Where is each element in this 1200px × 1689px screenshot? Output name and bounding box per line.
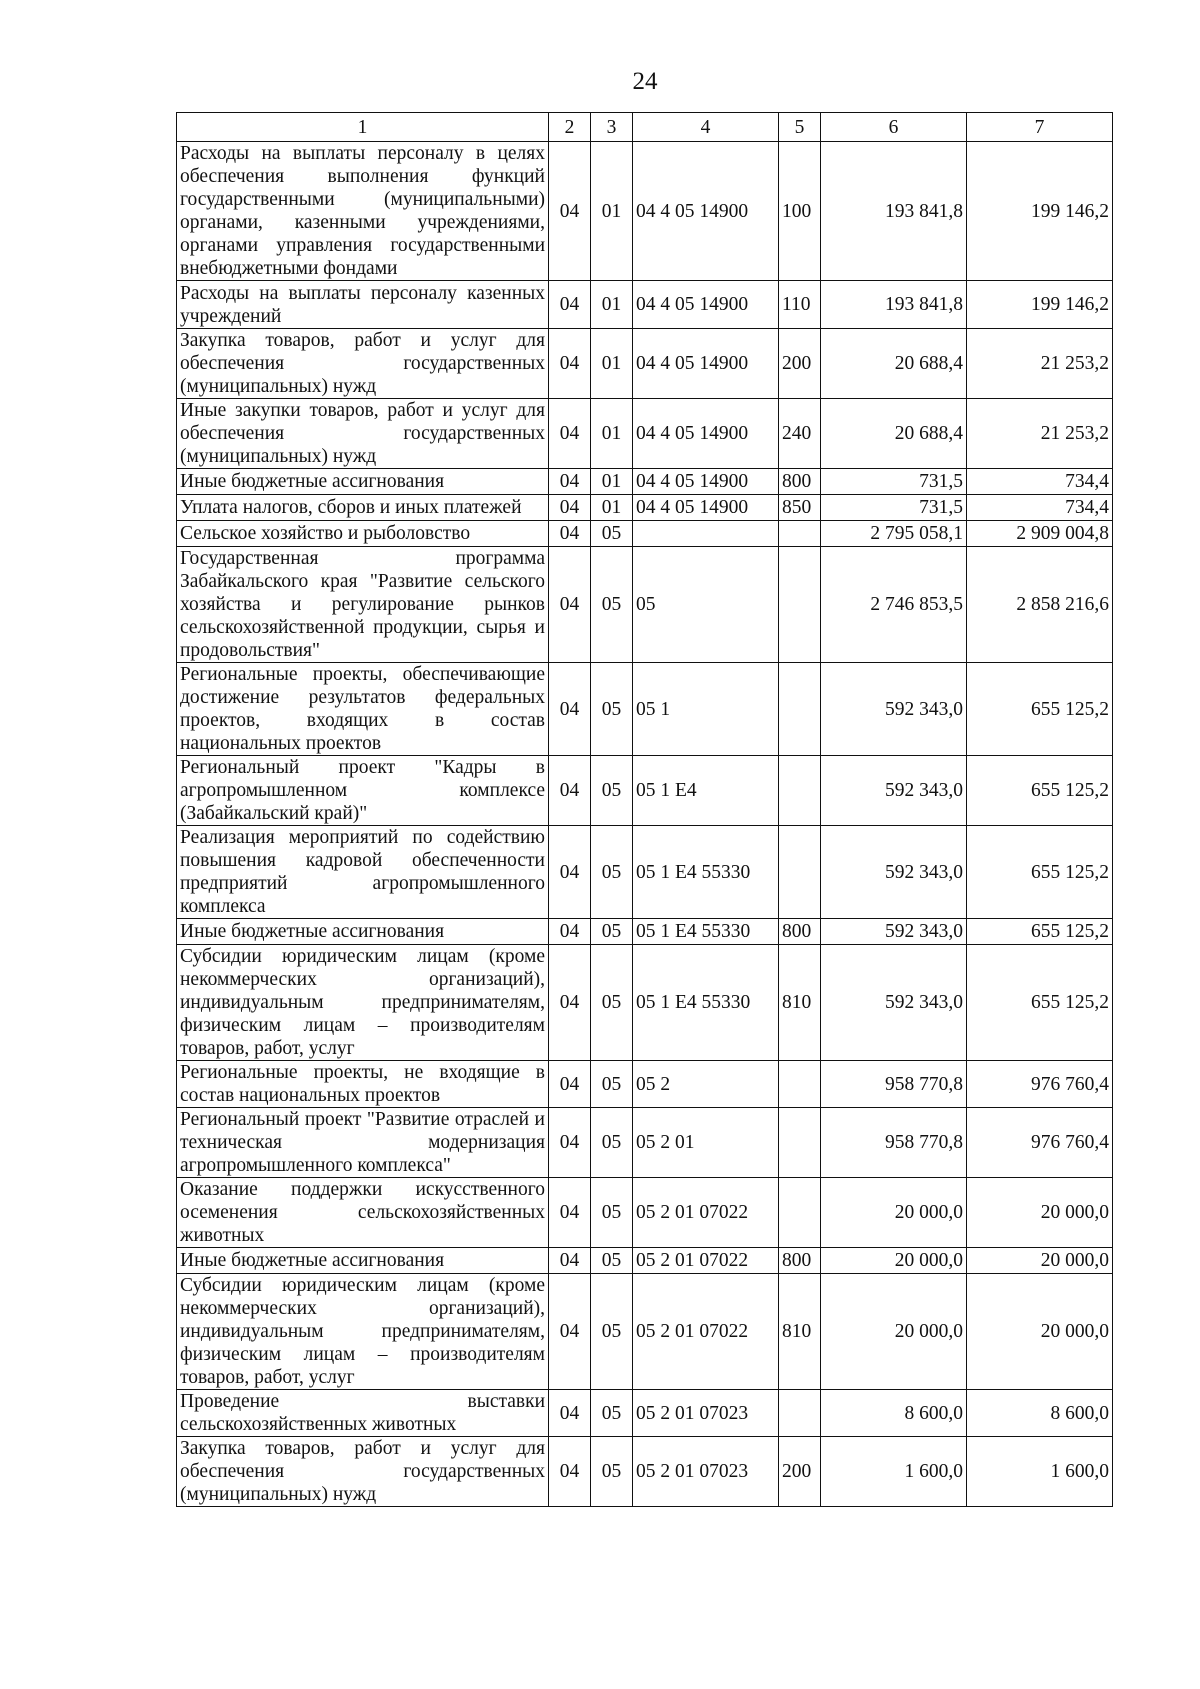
table-row (177, 663, 1113, 756)
section-code: 04 (549, 1390, 591, 1437)
row-description: Субсидии юридическим лицам (кроме некоммерческих организаций), индивидуальным предпринимателям, физическим лицам – производителям товаров, работ, услуг (177, 945, 549, 1061)
table-row (177, 1061, 1113, 1108)
amount-year-1: 20 688,4 (821, 329, 967, 399)
subsection-code: 05 (591, 919, 633, 945)
amount-year-2: 20 000,0 (967, 1248, 1113, 1274)
target-article-code: 05 2 01 (633, 1108, 779, 1178)
table-body (177, 142, 1113, 1507)
table-row (177, 1108, 1113, 1178)
expense-type-code: 800 (779, 919, 821, 945)
subsection-code: 01 (591, 399, 633, 469)
amount-year-2: 976 760,4 (967, 1061, 1113, 1108)
target-article-code: 05 1 E4 (633, 756, 779, 826)
expense-type-code: 800 (779, 469, 821, 495)
amount-year-2: 199 146,2 (967, 142, 1113, 281)
table-row (177, 281, 1113, 329)
row-description: Закупка товаров, работ и услуг для обеспечения государственных (муниципальных) нужд (177, 329, 549, 399)
header-cell-5: 5 (779, 113, 821, 142)
subsection-code: 01 (591, 142, 633, 281)
amount-year-2: 2 858 216,6 (967, 547, 1113, 663)
expense-type-code (779, 1108, 821, 1178)
target-article-code: 05 2 01 07022 (633, 1248, 779, 1274)
expense-type-code (779, 826, 821, 919)
header-cell-1: 1 (177, 113, 549, 142)
expense-type-code: 110 (779, 281, 821, 329)
amount-year-2: 8 600,0 (967, 1390, 1113, 1437)
section-code: 04 (549, 1061, 591, 1108)
expense-type-code: 810 (779, 1274, 821, 1390)
amount-year-1: 193 841,8 (821, 281, 967, 329)
subsection-code: 05 (591, 1390, 633, 1437)
section-code: 04 (549, 1274, 591, 1390)
table-row (177, 1248, 1113, 1274)
target-article-code: 05 2 01 07022 (633, 1178, 779, 1248)
row-description: Иные бюджетные ассигнования (177, 919, 549, 945)
table-row (177, 1437, 1113, 1507)
amount-year-1: 2 746 853,5 (821, 547, 967, 663)
section-code: 04 (549, 329, 591, 399)
target-article-code: 05 (633, 547, 779, 663)
expense-type-code (779, 547, 821, 663)
amount-year-2: 655 125,2 (967, 756, 1113, 826)
section-code: 04 (549, 547, 591, 663)
section-code: 04 (549, 1437, 591, 1507)
row-description: Региональные проекты, не входящие в состав национальных проектов (177, 1061, 549, 1108)
table-row (177, 142, 1113, 281)
section-code: 04 (549, 826, 591, 919)
subsection-code: 01 (591, 495, 633, 521)
expense-type-code (779, 1178, 821, 1248)
row-description: Реализация мероприятий по содействию повышения кадровой обеспеченности предприятий агропромышленного комплекса (177, 826, 549, 919)
row-description: Расходы на выплаты персоналу казенных учреждений (177, 281, 549, 329)
amount-year-2: 21 253,2 (967, 329, 1113, 399)
header-cell-6: 6 (821, 113, 967, 142)
budget-table (176, 112, 1113, 1507)
subsection-code: 05 (591, 1108, 633, 1178)
subsection-code: 05 (591, 1178, 633, 1248)
target-article-code (633, 521, 779, 547)
subsection-code: 01 (591, 469, 633, 495)
amount-year-1: 592 343,0 (821, 919, 967, 945)
amount-year-1: 731,5 (821, 469, 967, 495)
header-cell-2: 2 (549, 113, 591, 142)
expense-type-code (779, 663, 821, 756)
subsection-code: 05 (591, 1248, 633, 1274)
section-code: 04 (549, 142, 591, 281)
table-row (177, 756, 1113, 826)
row-description: Государственная программа Забайкальского края "Развитие сельского хозяйства и регулирование рынков сельскохозяйственной продукции, сырья и продовольствия" (177, 547, 549, 663)
row-description: Расходы на выплаты персоналу в целях обеспечения выполнения функций государственными (муниципальными) органами, казенными учреждениями, органами управления государственными внебюджетными фондами (177, 142, 549, 281)
amount-year-2: 655 125,2 (967, 919, 1113, 945)
row-description: Проведение выставки сельскохозяйственных животных (177, 1390, 549, 1437)
subsection-code: 05 (591, 1437, 633, 1507)
table-row (177, 919, 1113, 945)
expense-type-code: 240 (779, 399, 821, 469)
expense-type-code (779, 1061, 821, 1108)
row-description: Иные бюджетные ассигнования (177, 469, 549, 495)
row-description: Иные бюджетные ассигнования (177, 1248, 549, 1274)
amount-year-1: 20 000,0 (821, 1248, 967, 1274)
table-row (177, 826, 1113, 919)
subsection-code: 05 (591, 1061, 633, 1108)
expense-type-code (779, 1390, 821, 1437)
target-article-code: 04 4 05 14900 (633, 142, 779, 281)
amount-year-2: 21 253,2 (967, 399, 1113, 469)
expense-type-code: 800 (779, 1248, 821, 1274)
table-row (177, 399, 1113, 469)
target-article-code: 05 1 (633, 663, 779, 756)
row-description: Субсидии юридическим лицам (кроме некоммерческих организаций), индивидуальным предпринимателям, физическим лицам – производителям товаров, работ, услуг (177, 1274, 549, 1390)
expense-type-code: 100 (779, 142, 821, 281)
subsection-code: 05 (591, 826, 633, 919)
amount-year-2: 199 146,2 (967, 281, 1113, 329)
target-article-code: 05 1 E4 55330 (633, 919, 779, 945)
expense-type-code: 200 (779, 1437, 821, 1507)
amount-year-2: 976 760,4 (967, 1108, 1113, 1178)
amount-year-2: 655 125,2 (967, 945, 1113, 1061)
amount-year-2: 1 600,0 (967, 1437, 1113, 1507)
subsection-code: 05 (591, 945, 633, 1061)
amount-year-1: 20 000,0 (821, 1178, 967, 1248)
table-row (177, 495, 1113, 521)
row-description: Уплата налогов, сборов и иных платежей (177, 495, 549, 521)
target-article-code: 04 4 05 14900 (633, 469, 779, 495)
section-code: 04 (549, 281, 591, 329)
amount-year-1: 2 795 058,1 (821, 521, 967, 547)
amount-year-1: 20 688,4 (821, 399, 967, 469)
amount-year-1: 592 343,0 (821, 663, 967, 756)
table-row (177, 469, 1113, 495)
table-row (177, 945, 1113, 1061)
expense-type-code: 200 (779, 329, 821, 399)
section-code: 04 (549, 399, 591, 469)
section-code: 04 (549, 1178, 591, 1248)
target-article-code: 05 1 E4 55330 (633, 945, 779, 1061)
amount-year-2: 655 125,2 (967, 663, 1113, 756)
subsection-code: 05 (591, 756, 633, 826)
header-cell-7: 7 (967, 113, 1113, 142)
table-row (177, 1274, 1113, 1390)
section-code: 04 (549, 1248, 591, 1274)
row-description: Оказание поддержки искусственного осеменения сельскохозяйственных животных (177, 1178, 549, 1248)
amount-year-2: 20 000,0 (967, 1178, 1113, 1248)
row-description: Региональные проекты, обеспечивающие достижение результатов федеральных проектов, входящих в состав национальных проектов (177, 663, 549, 756)
amount-year-2: 2 909 004,8 (967, 521, 1113, 547)
section-code: 04 (549, 945, 591, 1061)
target-article-code: 04 4 05 14900 (633, 495, 779, 521)
amount-year-1: 193 841,8 (821, 142, 967, 281)
amount-year-1: 8 600,0 (821, 1390, 967, 1437)
section-code: 04 (549, 663, 591, 756)
target-article-code: 05 2 01 07022 (633, 1274, 779, 1390)
header-row (177, 113, 1113, 142)
amount-year-1: 20 000,0 (821, 1274, 967, 1390)
amount-year-1: 958 770,8 (821, 1108, 967, 1178)
expense-type-code (779, 521, 821, 547)
subsection-code: 05 (591, 1274, 633, 1390)
row-description: Иные закупки товаров, работ и услуг для обеспечения государственных (муниципальных) нужд (177, 399, 549, 469)
page-number: 24 (632, 68, 658, 95)
section-code: 04 (549, 756, 591, 826)
amount-year-1: 592 343,0 (821, 756, 967, 826)
header-cell-3: 3 (591, 113, 633, 142)
target-article-code: 04 4 05 14900 (633, 281, 779, 329)
table-row (177, 329, 1113, 399)
header-cell-4: 4 (633, 113, 779, 142)
row-description: Закупка товаров, работ и услуг для обеспечения государственных (муниципальных) нужд (177, 1437, 549, 1507)
amount-year-2: 734,4 (967, 469, 1113, 495)
table-row (177, 1178, 1113, 1248)
amount-year-2: 20 000,0 (967, 1274, 1113, 1390)
subsection-code: 01 (591, 281, 633, 329)
amount-year-1: 958 770,8 (821, 1061, 967, 1108)
target-article-code: 05 1 E4 55330 (633, 826, 779, 919)
section-code: 04 (549, 469, 591, 495)
amount-year-2: 734,4 (967, 495, 1113, 521)
amount-year-1: 731,5 (821, 495, 967, 521)
target-article-code: 04 4 05 14900 (633, 399, 779, 469)
expense-type-code (779, 756, 821, 826)
subsection-code: 05 (591, 547, 633, 663)
amount-year-1: 1 600,0 (821, 1437, 967, 1507)
subsection-code: 01 (591, 329, 633, 399)
section-code: 04 (549, 495, 591, 521)
expense-type-code: 810 (779, 945, 821, 1061)
target-article-code: 05 2 (633, 1061, 779, 1108)
section-code: 04 (549, 919, 591, 945)
row-description: Региональный проект "Кадры в агропромышленном комплексе (Забайкальский край)" (177, 756, 549, 826)
target-article-code: 05 2 01 07023 (633, 1437, 779, 1507)
table-row (177, 547, 1113, 663)
amount-year-1: 592 343,0 (821, 826, 967, 919)
target-article-code: 05 2 01 07023 (633, 1390, 779, 1437)
subsection-code: 05 (591, 521, 633, 547)
expense-type-code: 850 (779, 495, 821, 521)
row-description: Региональный проект "Развитие отраслей и техническая модернизация агропромышленного комплекса" (177, 1108, 549, 1178)
table-row (177, 521, 1113, 547)
subsection-code: 05 (591, 663, 633, 756)
section-code: 04 (549, 1108, 591, 1178)
target-article-code: 04 4 05 14900 (633, 329, 779, 399)
amount-year-1: 592 343,0 (821, 945, 967, 1061)
table-row (177, 1390, 1113, 1437)
section-code: 04 (549, 521, 591, 547)
amount-year-2: 655 125,2 (967, 826, 1113, 919)
row-description: Сельское хозяйство и рыболовство (177, 521, 549, 547)
